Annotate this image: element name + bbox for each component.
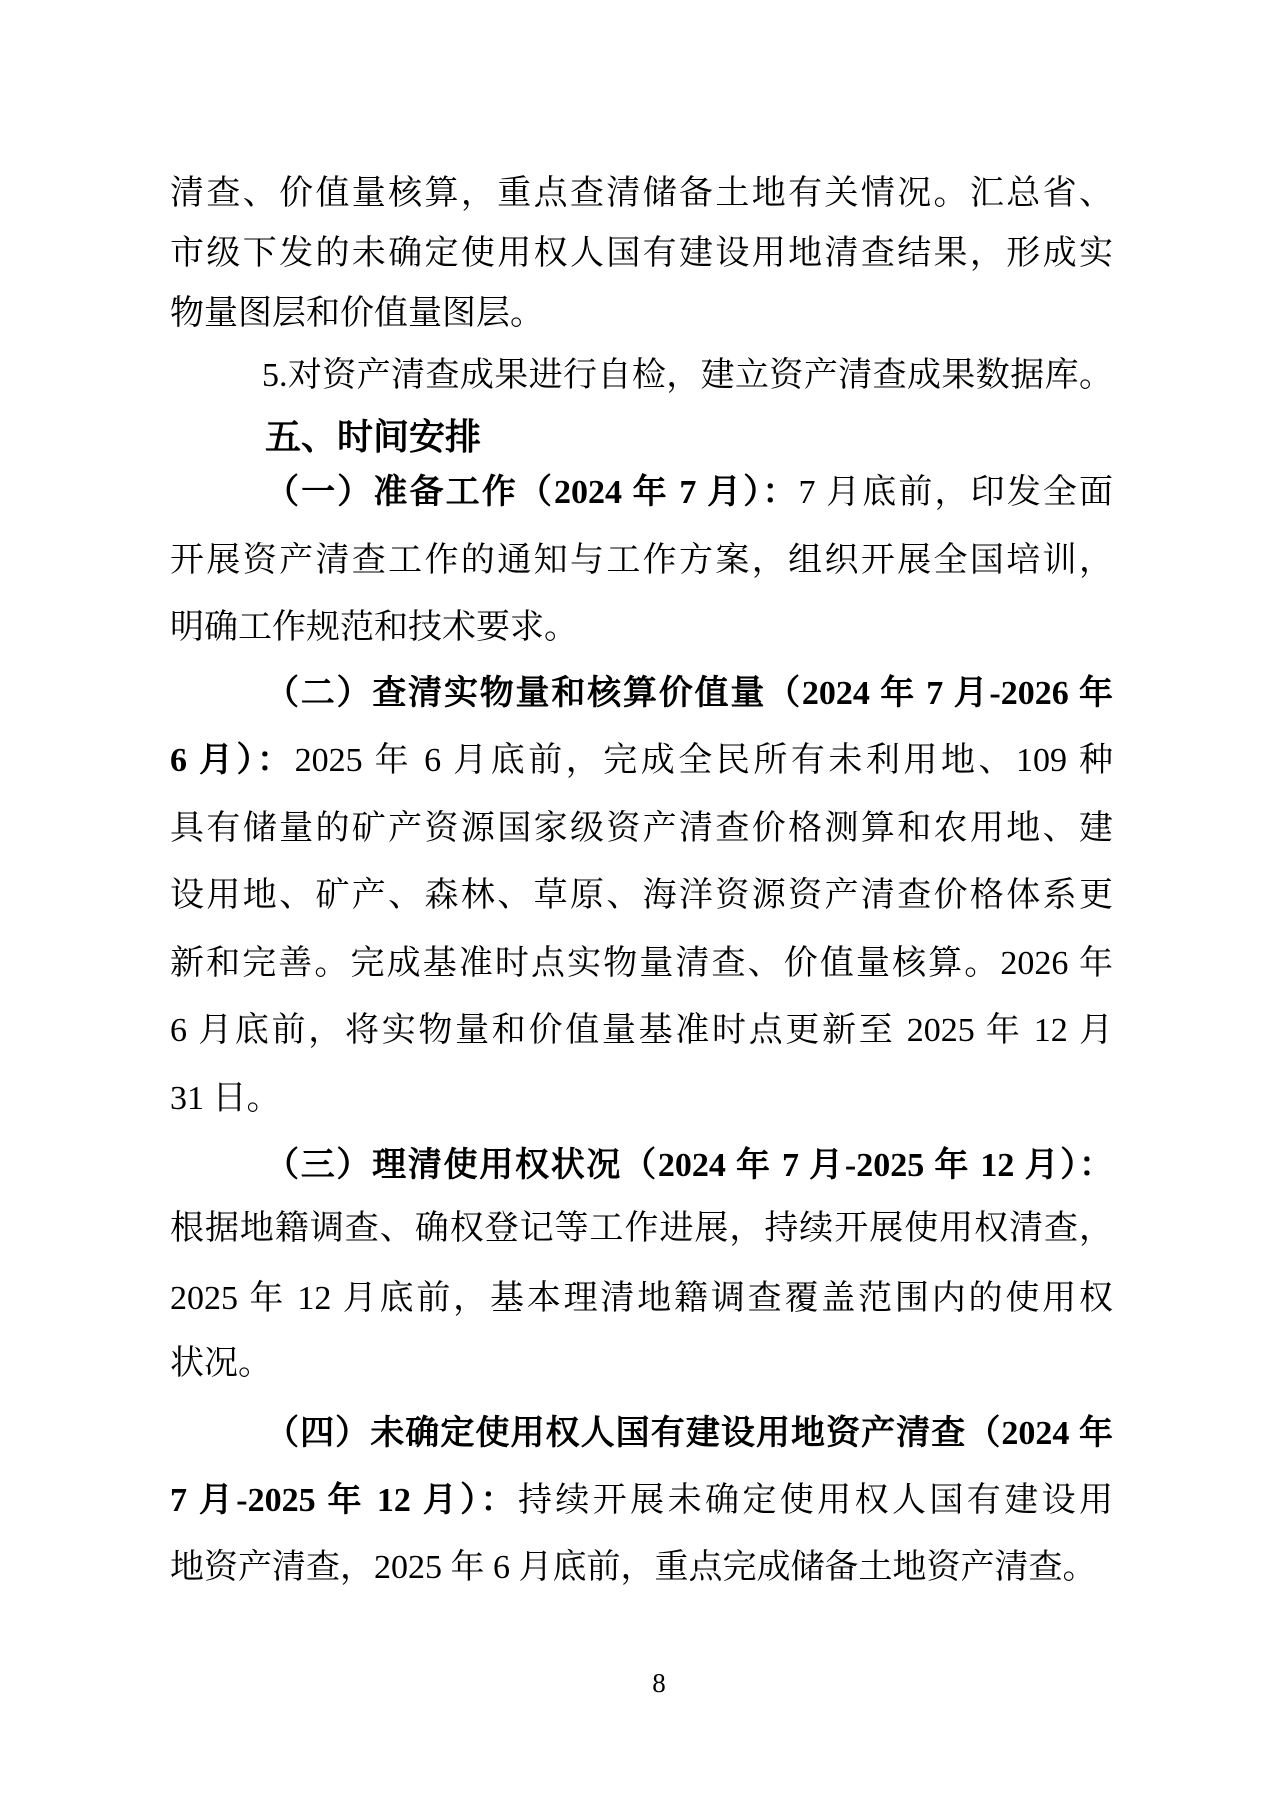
text-line-1 bbox=[170, 173, 1113, 214]
text-line-13 bbox=[170, 943, 1113, 984]
paragraph-text: 清查、价值量核算，重点查清储备土地有关情况。汇总省、 bbox=[170, 175, 1113, 212]
text-line-10 bbox=[170, 740, 1113, 781]
text-line-21 bbox=[170, 1480, 1113, 1521]
text-line-20 bbox=[170, 1413, 1113, 1454]
paragraph-text: 市级下发的未确定使用权人国有建设用地清查结果，形成实 bbox=[170, 235, 1113, 272]
text-line-12 bbox=[170, 875, 1113, 916]
text-line-4 bbox=[170, 355, 1113, 396]
paragraph-text: 2025 年 12 月底前，基本理清地籍调查覆盖范围内的使用权 bbox=[170, 1280, 1113, 1317]
text-line-6 bbox=[170, 472, 1113, 513]
paragraph-text: 物量图层和价值量图层。 bbox=[170, 295, 544, 332]
text-line-2 bbox=[170, 233, 1113, 274]
paragraph-text: 具有储量的矿产资源国家级资产清查价格测算和农用地、建 bbox=[170, 810, 1113, 847]
paragraph-text: 31 日。 bbox=[170, 1080, 281, 1117]
paragraph-text: 2025 年 6 月底前，完成全民所有未利用地、109 种 bbox=[294, 742, 1114, 779]
paragraph-text: 五、时间安排 bbox=[265, 416, 482, 457]
paragraph-text: 5.对资产清查成果进行自检，建立资产清查成果数据库。 bbox=[262, 357, 1113, 394]
paragraph-text: 明确工作规范和技术要求。 bbox=[170, 609, 578, 646]
text-block bbox=[170, 0, 1113, 1810]
paragraph-text: 7 月底前，印发全面 bbox=[798, 474, 1114, 511]
paragraph-text: 设用地、矿产、森林、草原、海洋资源资产清查价格体系更 bbox=[170, 877, 1113, 914]
text-line-16 bbox=[170, 1145, 1113, 1186]
paragraph-text: 开展资产清查工作的通知与工作方案，组织开展全国培训， bbox=[170, 542, 1113, 579]
paragraph-lead-text: （三）理清使用权状况（2024 年 7 月-2025 年 12 月）： bbox=[265, 1147, 1113, 1184]
paragraph-text: 根据地籍调查、确权登记等工作进展，持续开展使用权清查， bbox=[170, 1210, 1113, 1247]
paragraph-lead-text: （二）查清实物量和核算价值量（2024 年 7 月-2026 年 bbox=[265, 675, 1113, 712]
text-line-18 bbox=[170, 1278, 1113, 1319]
text-line-19 bbox=[170, 1343, 1113, 1384]
paragraph-text: 新和完善。完成基准时点实物量清查、价值量核算。2026 年 bbox=[170, 945, 1113, 982]
text-line-8 bbox=[170, 607, 1113, 648]
paragraph-lead-text: 7 月-2025 年 12 月）： bbox=[170, 1482, 518, 1519]
text-line-11 bbox=[170, 808, 1113, 849]
paragraph-lead-text: 6 月）： bbox=[170, 742, 295, 779]
text-line-3 bbox=[170, 293, 1113, 334]
text-line-7 bbox=[170, 540, 1113, 581]
section-heading bbox=[170, 416, 1113, 457]
paragraph-text: 状况。 bbox=[170, 1345, 272, 1382]
text-line-17 bbox=[170, 1208, 1113, 1249]
text-line-9 bbox=[170, 673, 1113, 714]
text-line-22 bbox=[170, 1547, 1113, 1588]
text-line-14 bbox=[170, 1010, 1113, 1051]
text-line-15 bbox=[170, 1078, 1113, 1119]
paragraph-text: 持续开展未确定使用权人国有建设用 bbox=[517, 1482, 1113, 1519]
paragraph-text: 6 月底前，将实物量和价值量基准时点更新至 2025 年 12 月 bbox=[170, 1012, 1113, 1049]
page-number: 8 bbox=[652, 1668, 666, 1698]
paragraph-lead-text: （四）未确定使用权人国有建设用地资产清查（2024 年 bbox=[265, 1415, 1113, 1452]
paragraph-lead-text: （一）准备工作（2024 年 7 月）： bbox=[265, 474, 799, 511]
paragraph-text: 地资产清查，2025 年 6 月底前，重点完成储备土地资产清查。 bbox=[170, 1549, 1097, 1586]
